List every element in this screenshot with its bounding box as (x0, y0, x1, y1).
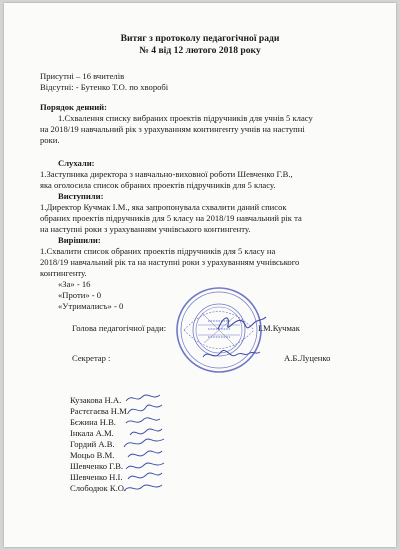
member-name: Кузакова Н.А. (70, 395, 122, 405)
decided-line1: 1.Схвалити список обраних проектів підручників для 5 класу на (40, 246, 276, 256)
member-name: Растєгаєва Н.М. (70, 406, 129, 416)
member-name: Гордий А.В. (70, 439, 115, 449)
secretary-name: А.Б.Луценко (284, 353, 331, 363)
decided-heading: Вирішили: (58, 235, 101, 245)
vote-abstain: «Утрималисъ» - 0 (58, 301, 124, 311)
spoke-line2: обраних проектів підручників для 5 класу на 2018/19 навчальний рік та (40, 213, 302, 223)
vote-for: «За» - 16 (58, 279, 91, 289)
agenda-item-line2: на 2018/19 навчальний рік з урахуванням контингенту учнів на наступні (40, 124, 305, 134)
member-name: Інкала А.М. (70, 428, 114, 438)
doc-title-line2: № 4 від 12 лютого 2018 року (139, 45, 261, 56)
heard-line2: яка оголосила список обраних проектів підручників для 5 класу. (40, 180, 276, 190)
absent-line: Відсутні: - Бутенко Т.О. по хворобі (40, 82, 169, 92)
chair-name: І.М.Кучмак (258, 323, 300, 333)
secretary-label: Секретар : (72, 353, 111, 363)
member-name: Моцьо В.М. (70, 450, 115, 460)
agenda-heading: Порядок денний: (40, 102, 107, 112)
member-name: Шевченко Н.І. (70, 472, 123, 482)
document-page (4, 3, 396, 547)
spoke-heading: Виступили: (58, 191, 104, 201)
spoke-line1: 1.Директор Кучмак І.М., яка запропонувала схвалити даний список (40, 202, 287, 212)
decided-line2: 2018/19 навчальний рік та на наступні роки з урахуванням учнівського (40, 257, 300, 267)
agenda-item-line1: 1.Схвалення списку вибраних проектів підручників для учнів 5 класу (58, 113, 313, 123)
members-signatures-icon (122, 391, 168, 495)
decided-line3: контингенту. (40, 268, 87, 278)
member-name: Слободюк К.О. (70, 483, 127, 493)
present-line: Присутні – 16 вчителів (40, 71, 125, 81)
doc-title-line1: Витяг з протоколу педагогічної ради (120, 33, 280, 44)
vote-against: «Проти» - 0 (58, 290, 102, 300)
chair-label: Голова педагогічної ради: (72, 323, 167, 333)
member-name: Бєжина Н.В. (70, 417, 116, 427)
agenda-item-line3: роки. (40, 135, 60, 145)
heard-heading: Слухали: (58, 158, 95, 168)
member-name: Шевченко Г.В. (70, 461, 124, 471)
secretary-signature-icon (200, 343, 262, 365)
heard-line1: 1.Заступника директора з навчально-виховної роботи Шевченко Г.В., (40, 169, 293, 179)
spoke-line3: на наступні роки з урахуванням учнівського контингенту. (40, 224, 251, 234)
